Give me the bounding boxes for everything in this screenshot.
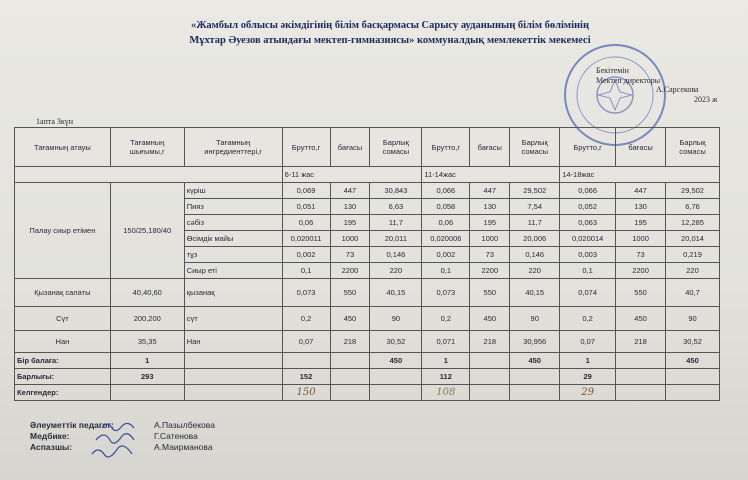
approval-line-4: 2023 ж bbox=[694, 94, 718, 104]
cell: 0,1 bbox=[282, 263, 330, 279]
cell: 1000 bbox=[616, 231, 666, 247]
arrived-label: Келгендер: bbox=[15, 385, 111, 401]
age-group-label: 14-18жас bbox=[560, 167, 720, 183]
cell: 550 bbox=[616, 279, 666, 307]
cell: 29,502 bbox=[666, 183, 720, 199]
col-header: Тағамның ингредиенттері,г bbox=[184, 128, 282, 167]
cell: 0,052 bbox=[560, 199, 616, 215]
cell: 195 bbox=[616, 215, 666, 231]
col-header: Брутто,г bbox=[560, 128, 616, 167]
col-header: бағасы bbox=[616, 128, 666, 167]
table-row bbox=[15, 279, 720, 307]
cell: 0,2 bbox=[282, 307, 330, 331]
cell: 220 bbox=[370, 263, 422, 279]
table-row bbox=[15, 183, 720, 199]
ingredient: қызанақ bbox=[184, 279, 282, 307]
cell: 30,52 bbox=[666, 331, 720, 353]
total-group-1: 152 bbox=[282, 369, 330, 385]
cell: 450 bbox=[470, 307, 510, 331]
dish-name: Палау сиыр етімен bbox=[15, 183, 111, 279]
signature-role: Медбике: bbox=[30, 431, 70, 441]
dish-name: Сүт bbox=[15, 307, 111, 331]
cell: 0,07 bbox=[560, 331, 616, 353]
cell: 0,073 bbox=[282, 279, 330, 307]
cell: 0,002 bbox=[282, 247, 330, 263]
per-child-sum-1: 450 bbox=[370, 353, 422, 369]
cell: 1000 bbox=[330, 231, 370, 247]
cell: 550 bbox=[470, 279, 510, 307]
col-header: Тағамның шығымы,г bbox=[110, 128, 184, 167]
cell: 0,1 bbox=[422, 263, 470, 279]
cell: 30,52 bbox=[370, 331, 422, 353]
approval-line-1: Бекітемін bbox=[596, 66, 629, 75]
cell: 20,011 bbox=[370, 231, 422, 247]
ingredient: тұз bbox=[184, 247, 282, 263]
cell: 2200 bbox=[616, 263, 666, 279]
cell: 447 bbox=[616, 183, 666, 199]
cell: 40,7 bbox=[666, 279, 720, 307]
cell: 11,7 bbox=[370, 215, 422, 231]
cell: 73 bbox=[470, 247, 510, 263]
cell: 40,15 bbox=[370, 279, 422, 307]
cell: 0,073 bbox=[422, 279, 470, 307]
cell: 220 bbox=[510, 263, 560, 279]
header-line-1: «Жамбыл облысы әкімдігінің білім басқармасы Сарысу ауданының білім бөлімінің bbox=[190, 20, 590, 31]
signature-role: Аспазшы: bbox=[30, 442, 73, 452]
cell: 6,76 bbox=[666, 199, 720, 215]
approval-line-2: Мектеп директоры bbox=[596, 75, 661, 85]
signature-role: Әлеуметтік педагог: bbox=[30, 420, 114, 430]
dish-name: Нан bbox=[15, 331, 111, 353]
cell: 0,020014 bbox=[560, 231, 616, 247]
cell: 0,066 bbox=[560, 183, 616, 199]
col-header: бағасы bbox=[330, 128, 370, 167]
col-header: Брутто,г bbox=[422, 128, 470, 167]
approval-block bbox=[596, 66, 718, 104]
ingredient: күріш bbox=[184, 183, 282, 199]
cell: 0,2 bbox=[560, 307, 616, 331]
arrived-row bbox=[15, 385, 720, 401]
approval-line-3: А.Сарсекова bbox=[656, 85, 699, 94]
total-count: 293 bbox=[110, 369, 184, 385]
per-child-sum-2: 450 bbox=[510, 353, 560, 369]
signature-name: А.Маирманова bbox=[154, 442, 213, 452]
ingredient: Пияз bbox=[184, 199, 282, 215]
table-row bbox=[15, 331, 720, 353]
cell: 29,502 bbox=[510, 183, 560, 199]
cell: 0,146 bbox=[370, 247, 422, 263]
cell: 195 bbox=[330, 215, 370, 231]
cell: 0,063 bbox=[560, 215, 616, 231]
dish-name: Қызанақ салаты bbox=[15, 279, 111, 307]
cell: 0,020011 bbox=[282, 231, 330, 247]
per-child-row bbox=[15, 353, 720, 369]
ingredient: сәбіз bbox=[184, 215, 282, 231]
cell: 0,2 bbox=[422, 307, 470, 331]
col-header: бағасы bbox=[470, 128, 510, 167]
cell: 0,020006 bbox=[422, 231, 470, 247]
cell: 30,843 bbox=[370, 183, 422, 199]
cell: 195 bbox=[470, 215, 510, 231]
cell: 450 bbox=[616, 307, 666, 331]
dish-yield: 35,35 bbox=[110, 331, 184, 353]
total-group-2: 112 bbox=[422, 369, 470, 385]
dish-yield: 40,40,60 bbox=[110, 279, 184, 307]
dish-yield: 200,200 bbox=[110, 307, 184, 331]
cell: 0,1 bbox=[560, 263, 616, 279]
cell: 0,066 bbox=[422, 183, 470, 199]
table-row bbox=[15, 307, 720, 331]
arrived-handwritten-2: 108 bbox=[422, 385, 470, 401]
per-child-count-3: 1 bbox=[560, 353, 616, 369]
ingredient: Нан bbox=[184, 331, 282, 353]
cell: 73 bbox=[616, 247, 666, 263]
cell: 20,006 bbox=[510, 231, 560, 247]
total-group-3: 29 bbox=[560, 369, 616, 385]
week-label: 1апта 3күн bbox=[36, 117, 74, 126]
cell: 130 bbox=[330, 199, 370, 215]
menu-table bbox=[14, 127, 720, 401]
cell: 90 bbox=[370, 307, 422, 331]
cell: 30,956 bbox=[510, 331, 560, 353]
cell: 218 bbox=[330, 331, 370, 353]
age-group-label: 6-11 жас bbox=[282, 167, 422, 183]
total-row bbox=[15, 369, 720, 385]
dish-yield: 150/25,180/40 bbox=[110, 183, 184, 279]
age-group-row bbox=[15, 167, 720, 183]
cell: 0,146 bbox=[510, 247, 560, 263]
col-header: Тағамның атауы bbox=[15, 128, 111, 167]
ingredient: Сиыр еті bbox=[184, 263, 282, 279]
cell: 0,074 bbox=[560, 279, 616, 307]
arrived-handwritten-3: 29 bbox=[560, 385, 616, 401]
col-header: Барлық сомасы bbox=[370, 128, 422, 167]
cell: 2200 bbox=[470, 263, 510, 279]
cell: 73 bbox=[330, 247, 370, 263]
cell: 130 bbox=[470, 199, 510, 215]
cell: 12,285 bbox=[666, 215, 720, 231]
cell: 0,003 bbox=[560, 247, 616, 263]
cell: 0,002 bbox=[422, 247, 470, 263]
cell: 90 bbox=[510, 307, 560, 331]
cell: 2200 bbox=[330, 263, 370, 279]
col-header: Барлық сомасы bbox=[666, 128, 720, 167]
cell: 40,15 bbox=[510, 279, 560, 307]
cell: 447 bbox=[330, 183, 370, 199]
ingredient: Өсімдік майы bbox=[184, 231, 282, 247]
cell: 0,071 bbox=[422, 331, 470, 353]
cell: 450 bbox=[330, 307, 370, 331]
cell: 218 bbox=[616, 331, 666, 353]
cell: 0,058 bbox=[422, 199, 470, 215]
cell: 0,06 bbox=[282, 215, 330, 231]
cell: 7,54 bbox=[510, 199, 560, 215]
per-child-count: 1 bbox=[110, 353, 184, 369]
cell: 20,014 bbox=[666, 231, 720, 247]
total-label: Барлығы: bbox=[15, 369, 111, 385]
cell: 11,7 bbox=[510, 215, 560, 231]
col-header: Брутто,г bbox=[282, 128, 330, 167]
per-child-count-2: 1 bbox=[422, 353, 470, 369]
signature-name: А.Пазылбекова bbox=[154, 420, 215, 430]
cell: 0,051 bbox=[282, 199, 330, 215]
header-line-2: Мұхтар Әуезов атындағы мектеп-гимназиясы» коммуналдық мемлекеттік мекемесі bbox=[189, 35, 591, 46]
cell: 218 bbox=[470, 331, 510, 353]
per-child-label: Бір балаға: bbox=[15, 353, 111, 369]
cell: 220 bbox=[666, 263, 720, 279]
cell: 0,06 bbox=[422, 215, 470, 231]
cell: 0,07 bbox=[282, 331, 330, 353]
cell: 6,63 bbox=[370, 199, 422, 215]
handwritten-signatures bbox=[82, 416, 162, 466]
signature-name: Г.Сатенова bbox=[154, 431, 198, 441]
age-group-label: 11-14жас bbox=[422, 167, 560, 183]
cell: 550 bbox=[330, 279, 370, 307]
cell: 1000 bbox=[470, 231, 510, 247]
cell: 90 bbox=[666, 307, 720, 331]
arrived-handwritten-1: 150 bbox=[282, 385, 330, 401]
per-child-sum-3: 450 bbox=[666, 353, 720, 369]
cell: 0,069 bbox=[282, 183, 330, 199]
cell: 447 bbox=[470, 183, 510, 199]
cell: 0,219 bbox=[666, 247, 720, 263]
table-header-row bbox=[15, 128, 720, 167]
ingredient: сүт bbox=[184, 307, 282, 331]
cell: 130 bbox=[616, 199, 666, 215]
col-header: Барлық сомасы bbox=[510, 128, 560, 167]
